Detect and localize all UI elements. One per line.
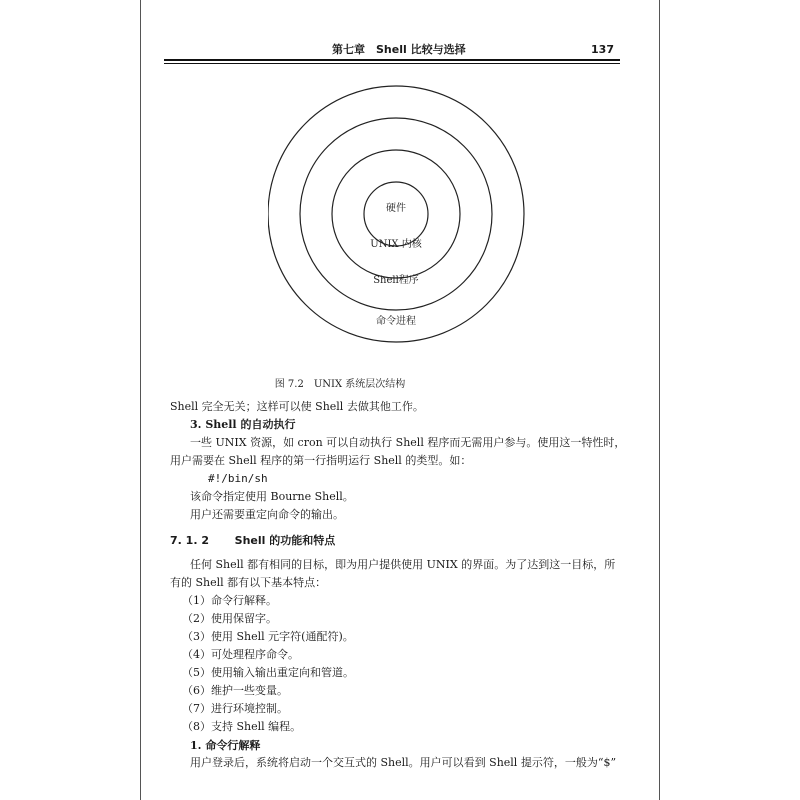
subsection-1-title: 1. 命令行解释	[190, 739, 261, 752]
feature-item-1: （1）命令行解释。	[182, 594, 277, 607]
feature-item-4: （4）可处理程序命令。	[182, 648, 299, 661]
ring-label-kernel: UNIX 内核	[370, 239, 422, 250]
ring-outer	[268, 86, 524, 342]
feature-item-3: （3）使用 Shell 元字符(通配符)。	[182, 630, 354, 643]
figure-caption: 图 7.2 UNIX 系统层次结构	[274, 379, 406, 390]
ring-kernel	[332, 150, 460, 278]
paragraph-4-line-2: 有的 Shell 都有以下基本特点：	[170, 576, 327, 589]
ring-label-shell: Shell程序	[373, 275, 419, 286]
header-rule-thick	[164, 59, 620, 61]
header-rule-thin	[164, 63, 620, 64]
section-title: Shell 的功能和特点	[234, 534, 336, 547]
ring-hardware	[364, 182, 428, 246]
continuation-line: Shell 完全无关；这样可以使 Shell 去做其他工作。	[170, 400, 424, 413]
feature-item-8: （8）支持 Shell 编程。	[182, 720, 302, 733]
shebang-code: #!/bin/sh	[208, 472, 268, 485]
running-header	[140, 43, 620, 57]
unix-layer-diagram	[268, 80, 528, 348]
ring-label-processes: 命令进程	[376, 316, 416, 327]
feature-item-2: （2）使用保留字。	[182, 612, 277, 625]
page-right-edge	[659, 0, 660, 800]
page-number: 137	[591, 43, 614, 56]
page-left-edge	[140, 0, 141, 800]
paragraph-5: 用户登录后，系统将启动一个交互式的 Shell。用户可以看到 Shell 提示符，一般为“$”	[190, 756, 617, 769]
feature-item-5: （5）使用输入输出重定向和管道。	[182, 666, 354, 679]
feature-item-6: （6）维护一些变量。	[182, 684, 288, 697]
feature-item-7: （7）进行环境控制。	[182, 702, 288, 715]
subsection-3-title: 3. Shell 的自动执行	[190, 418, 296, 431]
paragraph-4-line-1: 任何 Shell 都有相同的目标，即为用户提供使用 UNIX 的界面。为了达到这一目标，所	[190, 558, 616, 571]
paragraph-3: 用户还需要重定向命令的输出。	[190, 508, 344, 521]
paragraph-1-line-1: 一些 UNIX 资源，如 cron 可以自动执行 Shell 程序而无需用户参与。使用这一特性时，	[190, 436, 626, 449]
section-number: 7. 1. 2	[170, 534, 209, 547]
section-heading	[170, 532, 335, 548]
chapter-title: 第七章 Shell 比较与选择	[332, 43, 466, 56]
ring-label-hardware: 硬件	[386, 203, 406, 214]
paragraph-1-line-2: 用户需要在 Shell 程序的第一行指明运行 Shell 的类型。如：	[170, 454, 472, 467]
paragraph-2: 该命令指定使用 Bourne Shell。	[190, 490, 354, 503]
